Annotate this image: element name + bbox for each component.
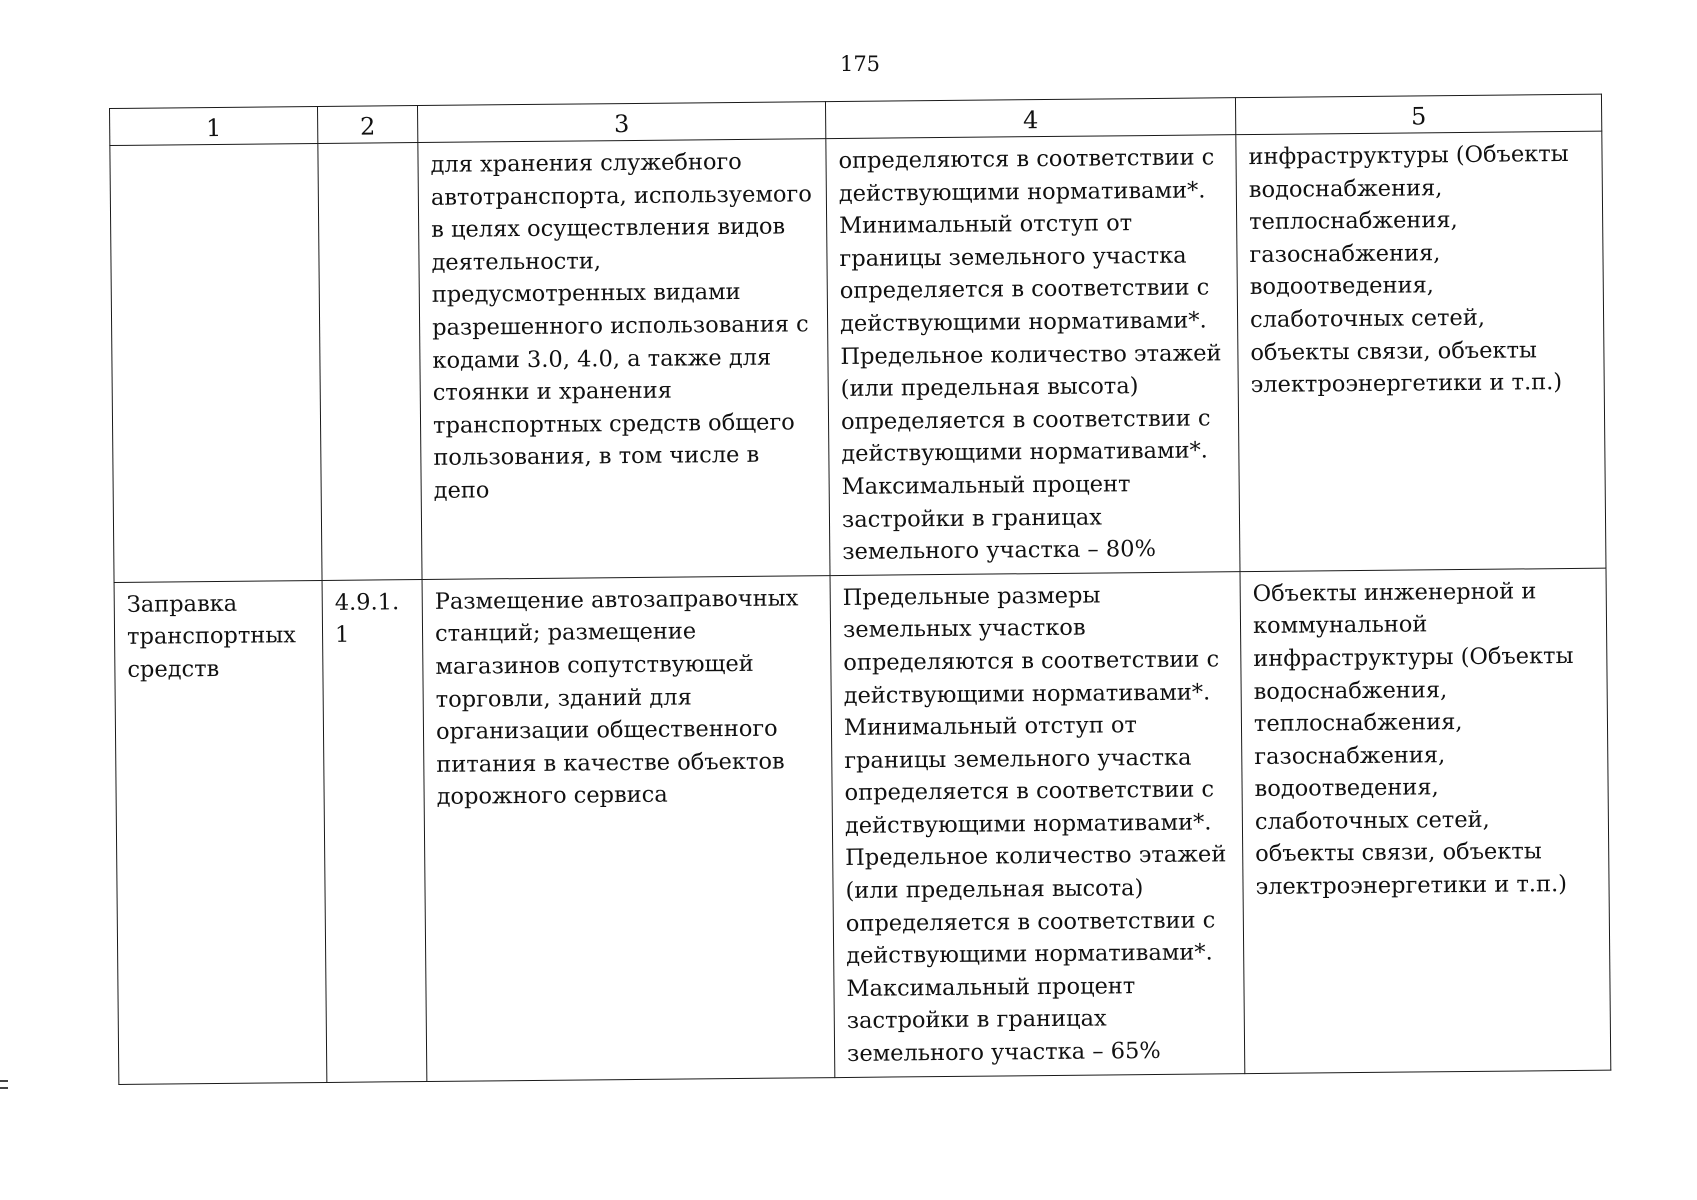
- cell-text: Заправка транспортных средств: [126, 590, 297, 683]
- table-cell-code: [322, 579, 427, 1082]
- table-cell-use-name: [110, 143, 322, 582]
- table-cell-parameters: [826, 135, 1240, 576]
- regulations-table: [109, 94, 1611, 1085]
- cell-text: инфраструктуры (Объекты водоснабжения, теплоснабжения, газоснабжения, водоотведения, слаботочных сетей, объекты связи, объекты электроэнергетики и т.п.): [1248, 140, 1569, 399]
- column-header-3: 3: [417, 102, 825, 143]
- table-cell-description: [422, 575, 835, 1081]
- column-header-2: 2: [317, 106, 417, 144]
- cell-text: 4.9.1. 1: [334, 588, 400, 649]
- page-number: 175: [839, 52, 881, 76]
- table-cell-code: [318, 143, 422, 581]
- column-header-4: 4: [825, 98, 1235, 139]
- column-header-5: 5: [1235, 94, 1601, 135]
- cell-text: определяются в соответствии с действующими нормативами*. Минимальный отступ от границы земельного участка определяется в соответствии с действующими нормативами*. Предельное количество этажей (или предельная высота) определяется в соответствии с действующими нормативами*. Максимальный процент застройки в границах земельного участка – 80%: [838, 144, 1222, 566]
- table-row: [110, 131, 1606, 582]
- table-cell-infrastructure: [1236, 131, 1606, 571]
- cell-text: для хранения служебного автотранспорта, используемого в целях осуществления видов деятельности, предусмотренных видами разрешенного использования с кодами 3.0, 4.0, а также для стоянки и хранения транспортных средств общего пользования, в том числе в депо: [430, 148, 812, 504]
- table-cell-use-name: [114, 580, 327, 1084]
- cell-text: Размещение автозаправочных станций; размещение магазинов сопутствующей торговли, зданий для организации общественного питания в качестве объектов дорожного сервиса: [434, 585, 799, 811]
- cell-text: Предельные размеры земельных участков определяются в соответствии с действующими нормативами*. Минимальный отступ от границы земельного участка определяется в соответствии с действующими нормативами*. Предельное количество этажей (или предельная высота) определяется в соответствии с действующими нормативами*. Максимальный процент застройки в границах земельного участка – 65%: [842, 582, 1227, 1067]
- cell-text: [110, 144, 317, 158]
- table-cell-infrastructure: [1240, 568, 1611, 1073]
- cell-text: [318, 143, 417, 156]
- table-cell-parameters: [830, 571, 1245, 1077]
- column-header-1: 1: [110, 106, 318, 145]
- scan-edge-mark: [0, 1080, 8, 1094]
- table-cell-description: [418, 139, 830, 580]
- table-row: [114, 568, 1611, 1084]
- cell-text: Объекты инженерной и коммунальной инфраструктуры (Объекты водоснабжения, теплоснабжения, газоснабжения, водоотведения, слаботочных сетей, объекты связи, объекты электроэнергетики и т.п.): [1252, 578, 1574, 901]
